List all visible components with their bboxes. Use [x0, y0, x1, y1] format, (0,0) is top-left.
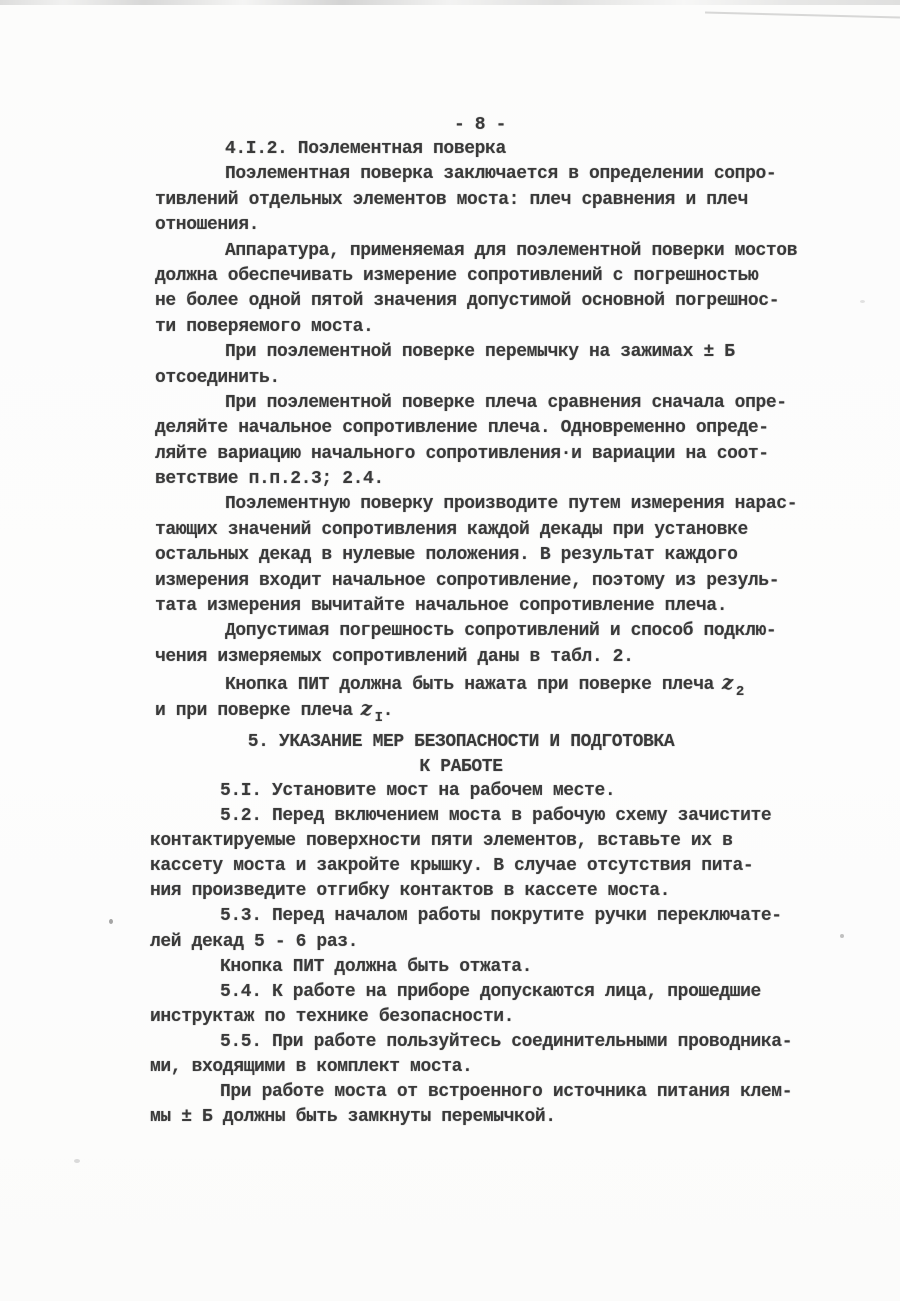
- text-line: Аппаратура, применяемая для поэлементной поверки мостов: [225, 240, 798, 261]
- text-line: ляйте вариацию начального сопротивления·и вариации на соот-: [155, 443, 769, 464]
- text-line: ми, входящими в комплект моста.: [150, 1057, 473, 1078]
- text-line: остальных декад в нулевые положения. В результат каждого: [155, 545, 738, 566]
- text-line: кассету моста и закройте крышку. В случае отсутствия пита-: [150, 856, 754, 877]
- text-line: 5.I. Установите мост на рабочем месте.: [220, 781, 616, 801]
- text-line: При работе моста от встроенного источника питания клем-: [220, 1082, 793, 1103]
- text-line: лей декад 5 - 6 раз.: [150, 931, 359, 952]
- text-line: Поэлементная поверка заключается в определении сопро-: [225, 164, 777, 185]
- section-heading-line: К РАБОТЕ: [419, 757, 503, 778]
- text-line: измерения входит начальное сопротивление, поэтому из резуль-: [155, 570, 780, 591]
- z-symbol: z: [721, 670, 733, 695]
- page-number: - 8 -: [453, 115, 506, 135]
- text-line: 5.3. Перед началом работы покрутите ручки переключате-: [220, 906, 782, 927]
- section-4-1-2: [155, 137, 855, 726]
- text-line: При поэлементной поверке плеча сравнения сначала опре-: [225, 392, 787, 413]
- pit-note-line: [155, 670, 855, 701]
- text-line: Поэлементную поверку производите путем измерения нарас-: [225, 494, 798, 515]
- scan-edge-artifact: [0, 0, 900, 5]
- text-line: тата измерения вычитайте начальное сопротивление плеча.: [155, 596, 728, 617]
- section-heading-line: 5. УКАЗАНИЕ МЕР БЕЗОПАСНОСТИ И ПОДГОТОВКА: [247, 732, 675, 752]
- text-line: деляйте начальное сопротивление плеча. Одновременно опреде-: [155, 418, 769, 439]
- scan-speckle: [860, 300, 865, 303]
- text-line: Допустимая погрешность сопротивлений и способ подклю-: [225, 621, 777, 642]
- scan-speckle: [109, 919, 113, 924]
- text-line: 5.5. При работе пользуйтесь соединительными проводника-: [220, 1031, 793, 1052]
- z-symbol: z: [360, 695, 372, 720]
- scan-speckle: [74, 1159, 80, 1163]
- text-line: не более одной пятой значения допустимой основной погрешнос-: [155, 291, 780, 312]
- z-subscript: 2: [735, 684, 744, 701]
- text-line: ветствие п.п.2.3; 2.4.: [155, 469, 384, 490]
- section-5-body: [150, 779, 850, 1130]
- text-line: чения измеряемых сопротивлений даны в табл. 2.: [155, 646, 634, 667]
- pit-note-line: [155, 695, 855, 726]
- scan-edge-artifact: [705, 11, 900, 18]
- text-line: должна обеспечивать измерение сопротивлений с погрешностью: [155, 265, 759, 286]
- text-line: 5.2. Перед включением моста в рабочую схему зачистите: [220, 806, 772, 827]
- text-line: инструктаж по технике безопасности.: [150, 1006, 515, 1027]
- pit-line-text: и при поверке плеча: [155, 700, 353, 721]
- text-line: отсоединить.: [155, 367, 280, 388]
- z-subscript: I: [374, 709, 383, 726]
- section-5-heading: [155, 730, 767, 781]
- section-heading-4-1-2: 4.I.2. Поэлементная поверка: [225, 139, 506, 159]
- text-line: При поэлементной поверке перемычку на зажимах ± Б: [225, 342, 735, 363]
- text-line: Кнопка ПИТ должна быть отжата.: [220, 956, 533, 977]
- text-line: ти поверяемого моста.: [155, 316, 374, 337]
- text-line: отношения.: [155, 215, 260, 236]
- text-line: 5.4. К работе на приборе допускаются лица, прошедшие: [220, 981, 761, 1002]
- text-line: ния произведите отгибку контактов в кассете моста.: [150, 881, 671, 902]
- pit-line-text: Кнопка ПИТ должна быть нажата при поверке плеча: [225, 675, 714, 696]
- pit-line-text: .: [382, 700, 394, 721]
- text-line: тивлений отдельных элементов моста: плеч сравнения и плеч: [155, 189, 748, 210]
- text-line: контактируемые поверхности пяти элементов, вставьте их в: [150, 831, 733, 852]
- text-line: мы ± Б должны быть замкнуты перемычкой.: [150, 1107, 556, 1128]
- text-line: тающих значений сопротивления каждой декады при установке: [155, 519, 748, 540]
